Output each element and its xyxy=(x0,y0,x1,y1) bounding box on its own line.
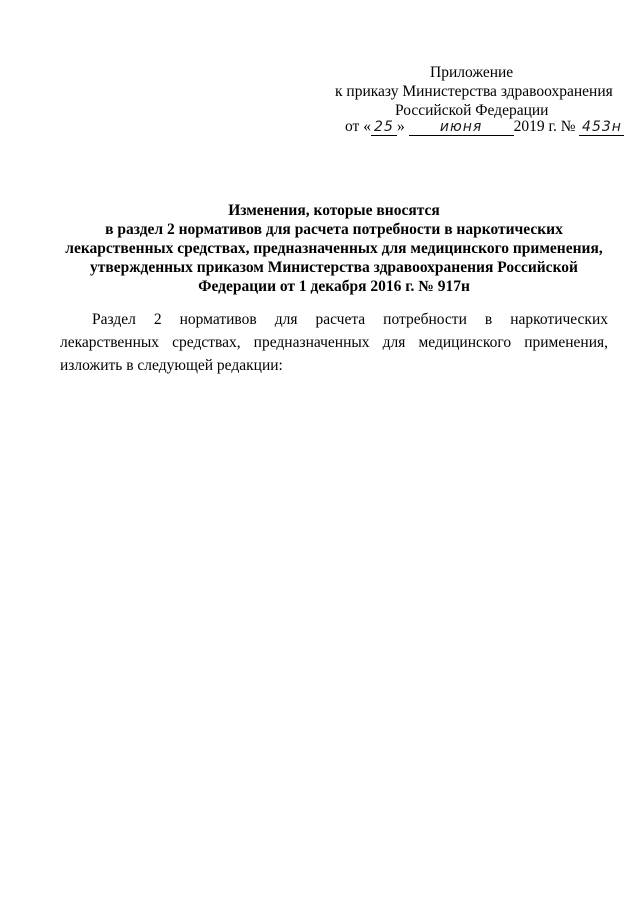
date-year-label: 2019 г. № xyxy=(513,118,576,135)
title-line: Федерации от 1 декабря 2016 г. № 917н xyxy=(198,278,470,295)
order-number-handwritten: 453н xyxy=(582,119,622,135)
order-date-line xyxy=(345,117,624,136)
date-month-field xyxy=(409,119,514,136)
date-day-field xyxy=(371,119,397,136)
document-title xyxy=(60,201,608,296)
order-reference: к приказу Министерства здравоохранения xyxy=(335,83,613,100)
order-number-field xyxy=(579,119,624,136)
title-line: в раздел 2 нормативов для расчета потребности в наркотических xyxy=(105,221,563,238)
date-day-handwritten: 25 xyxy=(374,119,394,135)
title-line: утвержденных приказом Министерства здравоохранения Российской xyxy=(90,259,578,276)
title-line: лекарственных средствах, предназначенных для медицинского применения, xyxy=(65,240,603,257)
appendix-label: Приложение xyxy=(430,64,514,81)
title-line: Изменения, которые вносятся xyxy=(228,202,440,219)
federation-label: Российской Федерации xyxy=(395,102,549,119)
body-paragraph: Раздел 2 нормативов для расчета потребности в наркотических лекарственных средствах, предназначенных для медицинского применения, изложить в следующей редакции: xyxy=(60,311,608,374)
date-quote-close: » xyxy=(396,118,405,135)
date-month-handwritten: июня xyxy=(439,119,483,135)
date-prefix: от « xyxy=(345,118,371,135)
